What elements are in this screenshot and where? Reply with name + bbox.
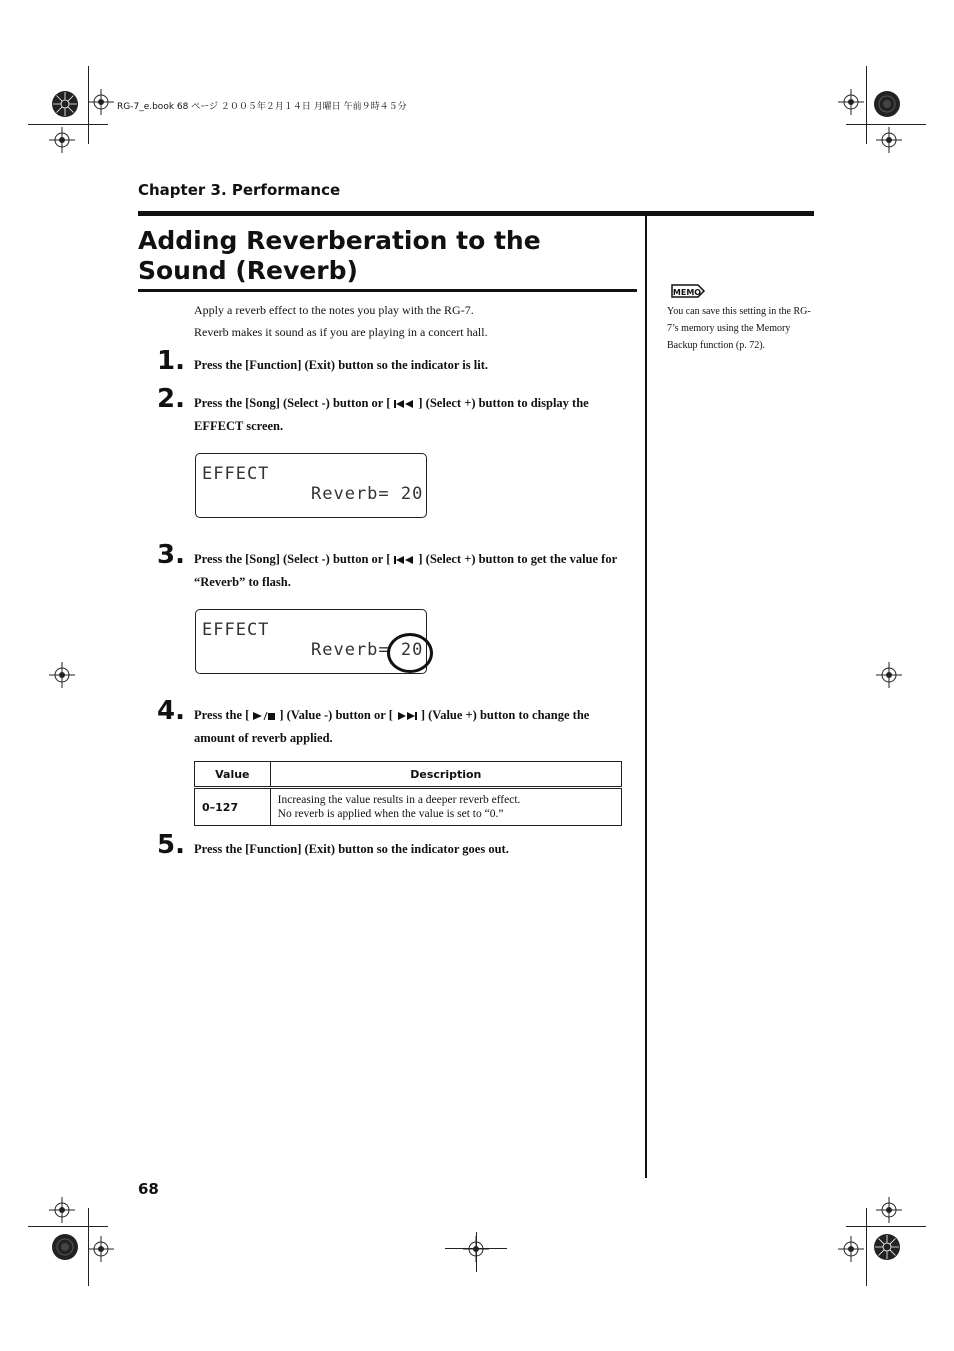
intro-line-2: Reverb makes it sound as if you are playing in a concert hall. — [194, 325, 488, 339]
step-number: 5. — [157, 830, 185, 860]
registration-mark-icon — [876, 662, 902, 688]
step-text: Press the [Function] (Exit) button so the indicator is lit. — [194, 358, 488, 372]
step-text-a: Press the [Song] (Select -) button or [ — [194, 552, 391, 566]
header-rule — [138, 211, 814, 216]
step-text-a: Press the [ — [194, 708, 250, 722]
lcd-line-2: Reverb= 20 — [311, 640, 424, 660]
registration-mark-icon — [49, 127, 75, 153]
table-header-description: Description — [270, 762, 621, 788]
registration-mark-icon — [28, 124, 108, 125]
step-text-b: ] (Select +) button to get the value for “Reverb” to flash. — [194, 552, 617, 589]
description-line-1: Increasing the value results in a deeper reverb effect. — [277, 794, 521, 806]
skip-forward-icon — [396, 711, 418, 721]
gear-mark-icon — [873, 1233, 901, 1261]
registration-mark-icon — [866, 66, 867, 144]
registration-mark-icon — [846, 1226, 926, 1227]
step-text-b: ] (Select +) button to display the EFFECT screen. — [194, 396, 589, 433]
step-text-c: ] (Value +) button to change the amount of reverb applied. — [194, 708, 590, 745]
registration-mark-icon — [28, 1226, 108, 1227]
chapter-heading: Chapter 3. Performance — [138, 181, 341, 199]
table-header-row — [195, 762, 622, 788]
step-number: 2. — [157, 384, 185, 414]
intro-line-1: Apply a reverb effect to the notes you play with the RG-7. — [194, 303, 474, 317]
lcd-line-2: Reverb= 20 — [311, 484, 424, 504]
gear-mark-icon — [51, 90, 79, 118]
table-header-value: Value — [195, 762, 271, 788]
file-info: RG-7_e.book 68 ページ ２００５年２月１４日 月曜日 午前９時４５分 — [117, 102, 407, 112]
registration-mark-icon — [88, 89, 114, 115]
registration-mark-icon — [49, 1197, 75, 1223]
table-cell-value: 0–127 — [195, 788, 271, 826]
memo-label: MEMO — [672, 288, 702, 297]
registration-mark-icon — [866, 1208, 867, 1286]
registration-mark-icon — [838, 1236, 864, 1262]
gear-mark-icon — [51, 1233, 79, 1261]
registration-mark-icon — [876, 1197, 902, 1223]
column-divider — [645, 214, 647, 1178]
registration-mark-icon — [476, 1232, 477, 1272]
gear-mark-icon — [873, 90, 901, 118]
step-text-b: ] (Value -) button or [ — [279, 708, 393, 722]
step-number: 4. — [157, 696, 185, 726]
lcd-line-1: EFFECT — [202, 620, 270, 640]
step-text-a: Press the [Song] (Select -) button or [ — [194, 396, 391, 410]
table-row — [195, 788, 622, 826]
step-text — [194, 704, 630, 750]
skip-back-icon — [393, 555, 415, 565]
step-text — [194, 392, 630, 438]
step-text — [194, 548, 630, 594]
section-title: Adding Reverberation to the Sound (Reverb) — [138, 226, 541, 285]
memo-note: You can save this setting in the RG-7’s memory using the Memory Backup function (p. 72). — [667, 306, 811, 351]
step-number: 3. — [157, 540, 185, 570]
page-number: 68 — [138, 1180, 159, 1198]
step-number: 1. — [157, 346, 185, 376]
registration-mark-icon — [88, 1236, 114, 1262]
description-line-2: No reverb is applied when the value is set to “0.” — [277, 808, 504, 820]
lcd-display — [195, 453, 427, 518]
title-rule — [138, 289, 637, 292]
value-table — [194, 761, 622, 826]
lcd-line-1: EFFECT — [202, 464, 270, 484]
skip-back-icon — [393, 399, 415, 409]
highlight-circle — [387, 633, 433, 673]
registration-mark-icon — [49, 662, 75, 688]
step-text: Press the [Function] (Exit) button so the indicator goes out. — [194, 842, 509, 856]
registration-mark-icon — [876, 127, 902, 153]
registration-mark-icon — [838, 89, 864, 115]
memo-icon — [668, 282, 706, 305]
registration-mark-icon — [846, 124, 926, 125]
table-cell-description — [270, 788, 621, 826]
play-stop-icon — [252, 711, 276, 721]
